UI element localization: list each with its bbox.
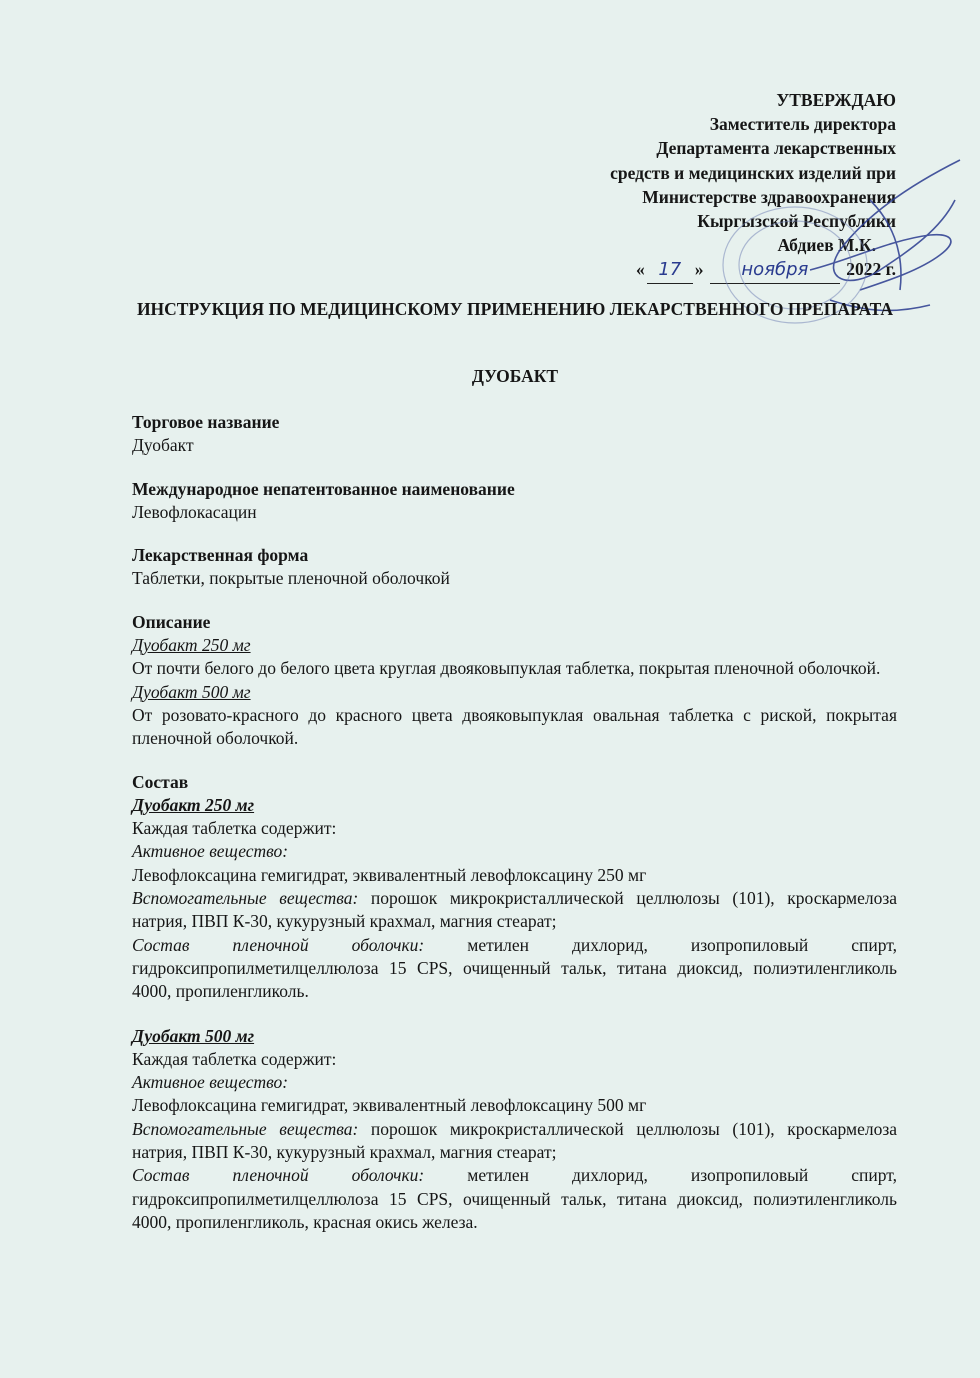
section-heading: Лекарственная форма	[132, 545, 309, 566]
section-text: Дуобакт	[132, 435, 194, 456]
approval-line: Заместитель директора	[709, 114, 896, 135]
approval-line: УТВЕРЖДАЮ	[776, 90, 896, 110]
active-label: Активное вещество:	[132, 841, 289, 862]
active-value: Левофлоксацина гемигидрат, эквивалентный левофлоксацину 500 мг	[132, 1095, 647, 1116]
date-year: 2022 г.	[846, 259, 896, 280]
date-day: 17	[647, 258, 693, 283]
coating-label: Состав пленочной оболочки:	[132, 934, 425, 955]
date-month: ноября	[710, 258, 840, 283]
section-heading: Международное непатентованное наименование	[132, 478, 515, 499]
excipients-value: порошок микрокристаллической целлюлозы (101), кроскармелоза натрия, ПВП К-30, кукурузный крахмал, магния стеарат;	[132, 888, 897, 932]
approval-line: средств и медицинских изделий при	[610, 162, 896, 183]
coating	[132, 1164, 897, 1234]
approval-line: Кыргызской Республики	[697, 211, 896, 232]
approval-date	[610, 257, 896, 283]
section-heading: Состав	[132, 771, 189, 792]
excipients-label: Вспомогательные вещества:	[132, 1118, 359, 1139]
drug-name-heading: ДУОБАКТ	[471, 366, 559, 386]
section-inn	[132, 478, 897, 525]
date-close-quote: »	[694, 259, 704, 280]
subsection-label: Дуобакт 500 мг	[132, 681, 251, 702]
approval-line: Департамента лекарственных	[656, 138, 896, 159]
subsection-label: Дуобакт 500 мг	[132, 1025, 255, 1046]
active-label: Активное вещество:	[132, 1072, 289, 1093]
section-text: От розовато-красного до красного цвета двояковыпуклая овальная таблетка с риской, покрытая пленочной оболочкой.	[132, 704, 897, 749]
excipients-label: Вспомогательные вещества:	[132, 888, 359, 909]
excipients	[132, 1118, 897, 1165]
section-heading: Описание	[132, 611, 211, 632]
document-title: ИНСТРУКЦИЯ ПО МЕДИЦИНСКОМУ ПРИМЕНЕНИЮ ЛЕКАРСТВЕННОГО ПРЕПАРАТА	[136, 299, 894, 319]
active-value: Левофлоксацина гемигидрат, эквивалентный левофлоксацину 250 мг	[132, 864, 647, 885]
section-trade-name	[132, 411, 897, 458]
section-text: Таблетки, покрытые пленочной оболочкой	[132, 568, 450, 589]
coating-value: метилен дихлорид, изопропиловый спирт, гидроксипропилметилцеллюлоза 15 CPS, очищенный тальк, титана диоксид, полиэтиленгликоль 4000, пропиленгликоль.	[132, 934, 897, 1002]
composition-each: Каждая таблетка содержит:	[132, 1048, 337, 1069]
document-body	[132, 411, 897, 1254]
spacer	[132, 1004, 897, 1025]
date-open-quote: «	[636, 259, 645, 280]
approval-line: Министерстве здравоохранения	[642, 186, 896, 207]
signer-name: Абдиев М.К.	[777, 235, 876, 256]
section-description	[132, 611, 897, 751]
section-text: От почти белого до белого цвета круглая двояковыпуклая таблетка, покрытая пленочной оболочкой.	[132, 658, 881, 679]
excipients-value: порошок микрокристаллической целлюлозы (101), кроскармелоза натрия, ПВП К-30, кукурузный крахмал, магния стеарат;	[132, 1118, 897, 1163]
coating-label: Состав пленочной оболочки:	[132, 1165, 425, 1186]
coating	[132, 934, 897, 1004]
approval-block	[610, 88, 896, 284]
subsection-label: Дуобакт 250 мг	[132, 635, 251, 656]
section-text: Левофлокасацин	[132, 501, 257, 522]
section-heading: Торговое название	[132, 412, 280, 432]
composition-each: Каждая таблетка содержит:	[132, 818, 337, 839]
section-composition	[132, 771, 897, 1235]
coating-value: метилен дихлорид, изопропиловый спирт, гидроксипропилметилцеллюлоза 15 CPS, очищенный тальк, титана диоксид, полиэтиленгликоль 4000, пропиленгликоль, красная окись железа.	[132, 1165, 897, 1232]
section-dosage-form	[132, 544, 897, 591]
excipients	[132, 887, 897, 934]
subsection-label: Дуобакт 250 мг	[132, 794, 255, 815]
